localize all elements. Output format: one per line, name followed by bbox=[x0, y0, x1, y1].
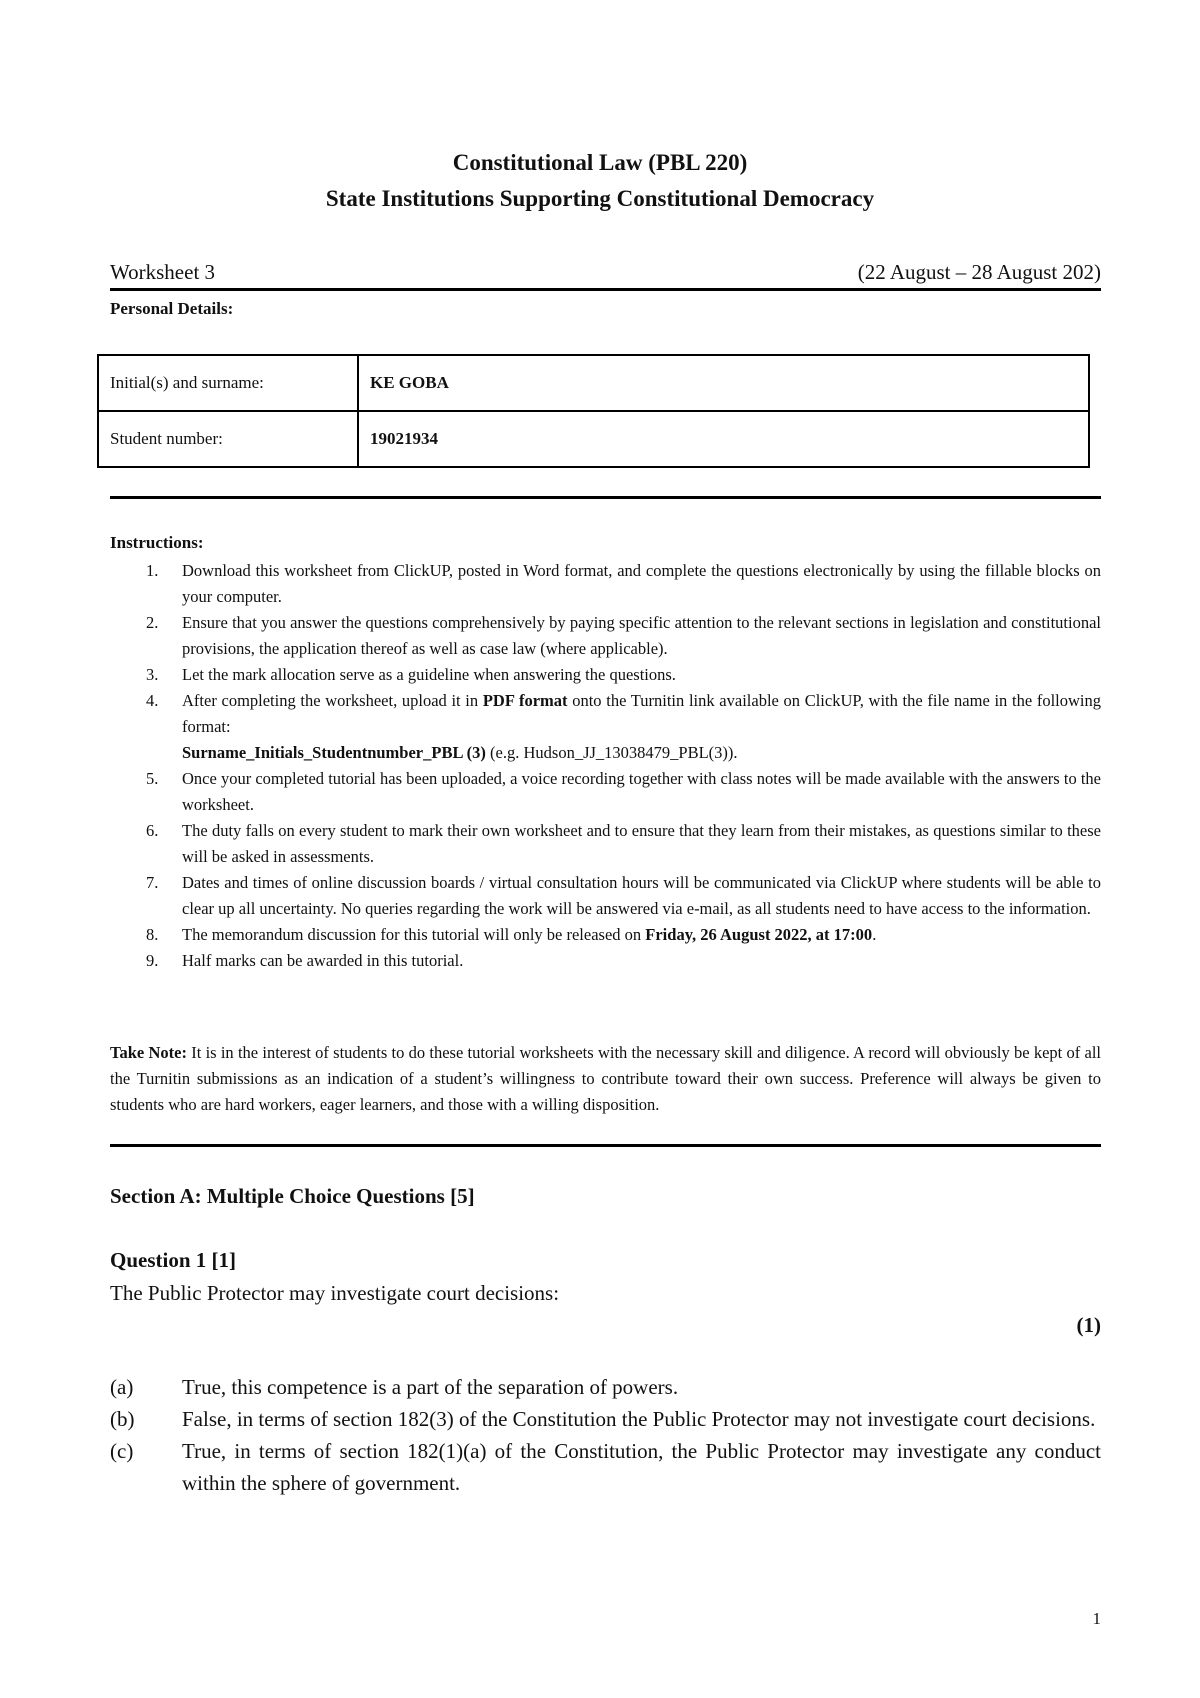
page-number: 1 bbox=[1092, 1609, 1101, 1628]
take-note-label: Take Note: bbox=[110, 1043, 187, 1062]
course-title: Constitutional Law (PBL 220) bbox=[452, 150, 748, 175]
header-divider bbox=[110, 288, 1101, 291]
surname-field[interactable]: KE GOBA bbox=[358, 355, 1089, 411]
personal-details-table bbox=[97, 354, 1090, 468]
list-item: 8. The memorandum discussion for this tutorial will only be released on Friday, 26 August 2022, at 17:00. bbox=[146, 925, 877, 944]
worksheet-subtitle: State Institutions Supporting Constitutional Democracy bbox=[325, 186, 875, 211]
option-a[interactable]: (a) True, this competence is a part of the separation of powers. bbox=[110, 1375, 679, 1399]
worksheet-date-range: (22 August – 28 August 202) bbox=[857, 260, 1101, 284]
instructions-heading: Instructions: bbox=[110, 533, 204, 552]
question-1-options bbox=[110, 1371, 1101, 1499]
instructions-list bbox=[110, 558, 1101, 974]
question-1-text: The Public Protector may investigate court decisions: bbox=[110, 1281, 560, 1305]
filename-example: (e.g. Hudson_JJ_13038479_PBL(3)). bbox=[485, 743, 738, 762]
note-divider bbox=[110, 1144, 1101, 1147]
option-b[interactable]: (b) False, in terms of section 182(3) of the Constitution the Public Protector may not investigate court decisions. bbox=[110, 1407, 1096, 1431]
list-item: 3. Let the mark allocation serve as a guideline when answering the questions. bbox=[146, 665, 676, 684]
list-item: 6. The duty falls on every student to mark their own worksheet and to ensure that they learn from their mistakes, as questions similar to these will be asked in assessments. bbox=[146, 821, 1101, 866]
question-1-heading: Question 1 [1] bbox=[110, 1248, 236, 1272]
personal-details-heading: Personal Details: bbox=[110, 299, 234, 318]
details-divider bbox=[110, 496, 1101, 499]
student-number-label: Student number: bbox=[98, 411, 358, 467]
list-item: 2. Ensure that you answer the questions comprehensively by paying specific attention to the relevant sections in legislation and constitutional provisions, the application thereof as well as case law (where applicable). bbox=[146, 613, 1101, 658]
list-item: 5. Once your completed tutorial has been uploaded, a voice recording together with class notes will be made available with the answers to the worksheet. bbox=[146, 769, 1101, 814]
take-note-paragraph bbox=[110, 1040, 1101, 1118]
list-item: 1. Download this worksheet from ClickUP, posted in Word format, and complete the questions electronically by using the fillable blocks on your computer. bbox=[146, 561, 1101, 606]
table-row bbox=[98, 411, 1089, 467]
question-1-mark: (1) bbox=[1076, 1313, 1101, 1337]
filename-format: Surname_Initials_Studentnumber_PBL (3) bbox=[182, 743, 486, 762]
surname-label: Initial(s) and surname: bbox=[98, 355, 358, 411]
option-c[interactable]: (c) True, in terms of section 182(1)(a) of the Constitution, the Public Protector may investigate any conduct within the sphere of government. bbox=[110, 1439, 1101, 1495]
worksheet-number: Worksheet 3 bbox=[110, 260, 216, 284]
list-item: 4. After completing the worksheet, upload it in PDF format onto the Turnitin link available on ClickUP, with the file name in the following format: Surname_Initials_Studentnumber_PBL (3) (e.g. Hudson_JJ_13038479_PBL(3)). bbox=[146, 691, 1101, 762]
list-item: 7. Dates and times of online discussion boards / virtual consultation hours will be communicated via ClickUP where students will be able to clear up all uncertainty. No queries regarding the work will be answered via e-mail, as all students need to have access to the information. bbox=[146, 873, 1101, 918]
list-item: 9. Half marks can be awarded in this tutorial. bbox=[146, 951, 464, 970]
section-a-heading: Section A: Multiple Choice Questions [5] bbox=[110, 1184, 475, 1208]
take-note-text: It is in the interest of students to do these tutorial worksheets with the necessary skill and diligence. A record will obviously be kept of all the Turnitin submissions as an indication of a student’s willingness to contribute toward their own success. Preference will always be given to students who are hard workers, eager learners, and those with a willing disposition. bbox=[110, 1043, 1101, 1114]
table-row bbox=[98, 355, 1089, 411]
student-number-field[interactable]: 19021934 bbox=[358, 411, 1089, 467]
